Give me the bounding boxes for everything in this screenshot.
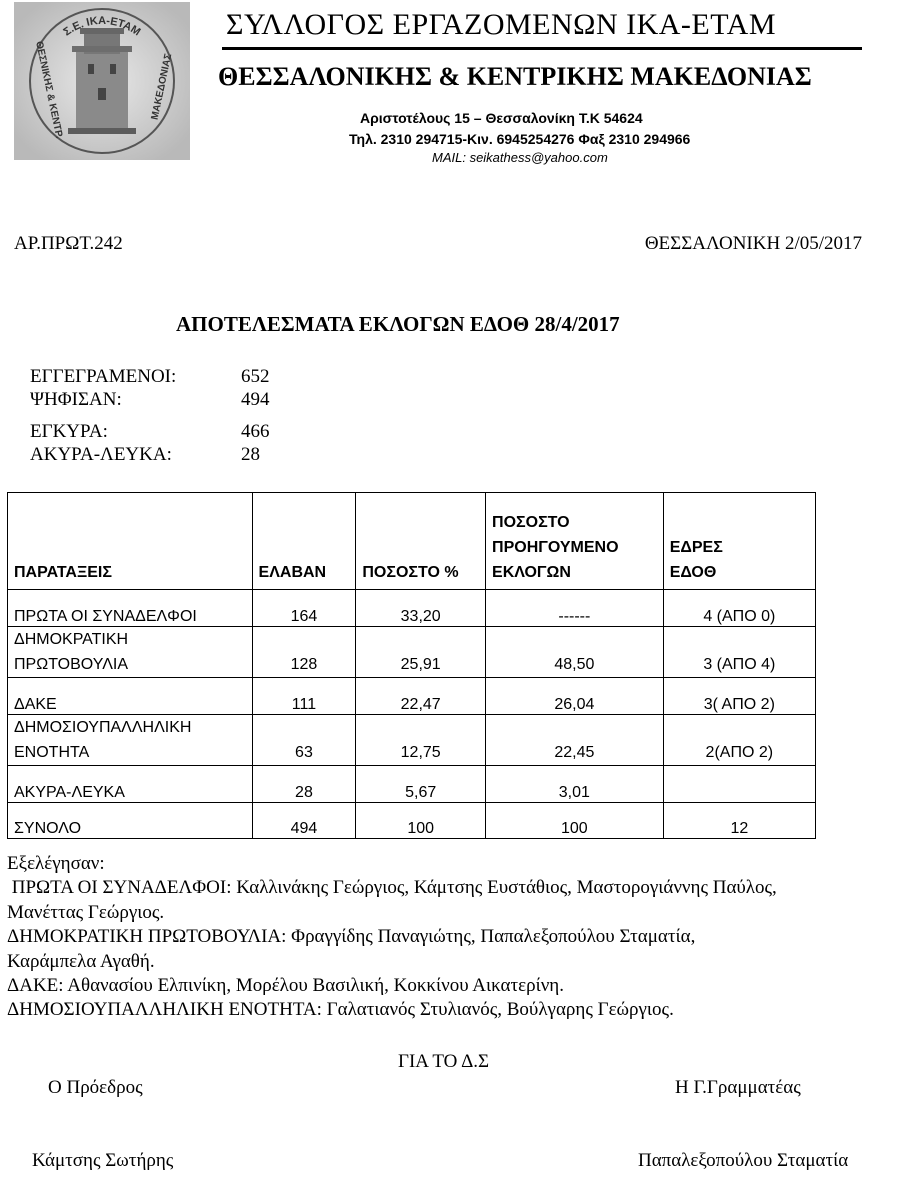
secretary-name: Παπαλεξοπούλου Σταματία xyxy=(638,1150,849,1171)
document-title: ΑΠΟΤΕΛΕΣΜΑΤΑ ΕΚΛΟΓΩΝ ΕΔΟΘ 28/4/2017 xyxy=(176,312,620,336)
elected-section xyxy=(7,852,887,1023)
stat-value: 652 xyxy=(241,366,270,387)
elected-line: ΔΗΜΟΚΡΑΤΙΚΗ ΠΡΩΤΟΒΟΥΛΙΑ: Φραγγίδης Παναγιώτης, Παπαλεξοπούλου Σταματία, xyxy=(7,926,696,948)
stat-value: 466 xyxy=(241,421,270,442)
stat-value: 494 xyxy=(241,389,270,410)
party-name: ΣΥΝΟΛΟ xyxy=(8,803,253,839)
header-parties: ΠΑΡΑΤΑΞΕΙΣ xyxy=(8,493,253,590)
elected-line: Μανέττας Γεώργιος. xyxy=(7,901,165,923)
header-previous xyxy=(486,493,664,590)
union-phones: Τηλ. 2310 294715-Κιν. 6945254276 Φαξ 2310 294966 xyxy=(349,131,691,147)
previous-percent: 22,45 xyxy=(486,715,664,766)
header-received: ΕΛΑΒΑΝ xyxy=(252,493,356,590)
party-name xyxy=(8,715,253,766)
table-row xyxy=(8,766,816,803)
president-name: Κάμτσης Σωτήρης xyxy=(32,1150,174,1171)
previous-percent: 100 xyxy=(486,803,664,839)
previous-percent: ------ xyxy=(486,590,664,627)
union-region: ΘΕΣΣΑΛΟΝΙΚΗΣ & ΚΕΝΤΡΙΚΗΣ ΜΑΚΕΔΟΝΙΑΣ xyxy=(218,62,812,91)
elected-line: Καράμπελα Αγαθή. xyxy=(7,950,155,972)
vote-percent: 12,75 xyxy=(356,715,486,766)
header-seats-line: ΕΔΟΘ xyxy=(669,564,717,581)
union-email: MAIL: seikathess@yahoo.com xyxy=(432,150,608,165)
votes-received: 111 xyxy=(252,678,356,715)
table-row-total xyxy=(8,803,816,839)
party-name xyxy=(8,627,253,678)
seats: 2(ΑΠΟ 2) xyxy=(663,715,815,766)
stat-label: ΕΓΓΕΓΡΑΜΕΝΟΙ: xyxy=(30,366,177,387)
header-previous-line: ΠΟΣΟΣΤΟ xyxy=(492,514,570,531)
previous-percent: 3,01 xyxy=(486,766,664,803)
seats xyxy=(663,766,815,803)
union-name: ΣΥΛΛΟΓΟΣ ΕΡΓΑΖΟΜΕΝΩΝ ΙΚΑ-ΕΤΑΜ xyxy=(226,8,777,41)
seats: 4 (ΑΠΟ 0) xyxy=(663,590,815,627)
elected-line: ΔΗΜΟΣΙΟΥΠΑΛΛΗΛΙΚΗ ΕΝΟΤΗΤΑ: Γαλατιανός Στυλιανός, Βούλγαρης Γεώργιος. xyxy=(7,999,674,1021)
header-seats-line: ΕΔΡΕΣ xyxy=(669,539,723,556)
table-row xyxy=(8,678,816,715)
protocol-number: ΑΡ.ΠΡΩΤ.242 xyxy=(14,233,123,254)
seats: 12 xyxy=(663,803,815,839)
svg-text:ΜΑΚΕΔΟΝΙΑΣ: ΜΑΚΕΔΟΝΙΑΣ xyxy=(149,52,175,121)
union-logo xyxy=(14,2,190,160)
vote-percent: 25,91 xyxy=(356,627,486,678)
votes-received: 63 xyxy=(252,715,356,766)
vote-percent: 22,47 xyxy=(356,678,486,715)
stat-value: 28 xyxy=(241,444,260,465)
table-row xyxy=(8,627,816,678)
table-row xyxy=(8,590,816,627)
votes-received: 164 xyxy=(252,590,356,627)
seats: 3( ΑΠΟ 2) xyxy=(663,678,815,715)
header-previous-line: ΠΡΟΗΓΟΥΜΕΝΟ xyxy=(492,539,619,556)
previous-percent: 26,04 xyxy=(486,678,664,715)
for-board-label: ΓΙΑ ΤΟ Δ.Σ xyxy=(398,1051,490,1072)
party-name-line: ΕΝΟΤΗΤΑ xyxy=(14,744,90,761)
table-row xyxy=(8,715,816,766)
party-name-line: ΠΡΩΤΟΒΟΥΛΙΑ xyxy=(14,656,129,673)
stat-label: ΨΗΦΙΣΑΝ: xyxy=(30,389,122,410)
vote-percent: 5,67 xyxy=(356,766,486,803)
union-address: Αριστοτέλους 15 – Θεσσαλονίκη Τ.Κ 54624 xyxy=(360,110,643,126)
elected-line: ΔΑΚΕ: Αθανασίου Ελπινίκη, Μορέλου Βασιλική, Κοκκίνου Αικατερίνη. xyxy=(7,975,564,997)
stat-label: ΕΓΚΥΡΑ: xyxy=(30,421,108,442)
document-date: ΘΕΣΣΑΛΟΝΙΚΗ 2/05/2017 xyxy=(644,233,862,254)
vote-percent: 100 xyxy=(356,803,486,839)
president-title: Ο Πρόεδρος xyxy=(48,1077,143,1098)
party-name-line: ΔΗΜΟΚΡΑΤΙΚΗ xyxy=(14,631,129,648)
votes-received: 494 xyxy=(252,803,356,839)
previous-percent: 48,50 xyxy=(486,627,664,678)
results-table xyxy=(7,492,816,839)
table-header-row xyxy=(8,493,816,590)
party-name: ΠΡΩΤΑ ΟΙ ΣΥΝΑΔΕΛΦΟΙ xyxy=(8,590,253,627)
stat-label: ΑΚΥΡΑ-ΛΕΥΚΑ: xyxy=(30,444,172,465)
seats: 3 (ΑΠΟ 4) xyxy=(663,627,815,678)
vote-percent: 33,20 xyxy=(356,590,486,627)
header-percent: ΠΟΣΟΣΤΟ % xyxy=(356,493,486,590)
secretary-title: Η Γ.Γραμματέας xyxy=(675,1077,801,1098)
elected-line: ΠΡΩΤΑ ΟΙ ΣΥΝΑΔΕΛΦΟΙ: Καλλινάκης Γεώργιος, Κάμτσης Ευστάθιος, Μαστορογιάννης Παύλος, xyxy=(7,877,777,899)
votes-received: 128 xyxy=(252,627,356,678)
elected-heading: Εξελέγησαν: xyxy=(7,853,105,874)
party-name: ΔΑΚΕ xyxy=(8,678,253,715)
svg-text:Σ.Ε. ΙΚΑ-ΕΤΑΜ: Σ.Ε. ΙΚΑ-ΕΤΑΜ xyxy=(61,14,143,39)
svg-text:ΘΕΣΝΙΚΗΣ & ΚΕΝΤΡ.: ΘΕΣΝΙΚΗΣ & ΚΕΝΤΡ. xyxy=(33,40,65,140)
party-name: ΑΚΥΡΑ-ΛΕΥΚΑ xyxy=(8,766,253,803)
header-rule xyxy=(222,47,862,50)
votes-received: 28 xyxy=(252,766,356,803)
header-seats xyxy=(663,493,815,590)
header-previous-line: ΕΚΛΟΓΩΝ xyxy=(492,564,571,581)
party-name-line: ΔΗΜΟΣΙΟΥΠΑΛΛΗΛΙΚΗ xyxy=(14,719,192,736)
